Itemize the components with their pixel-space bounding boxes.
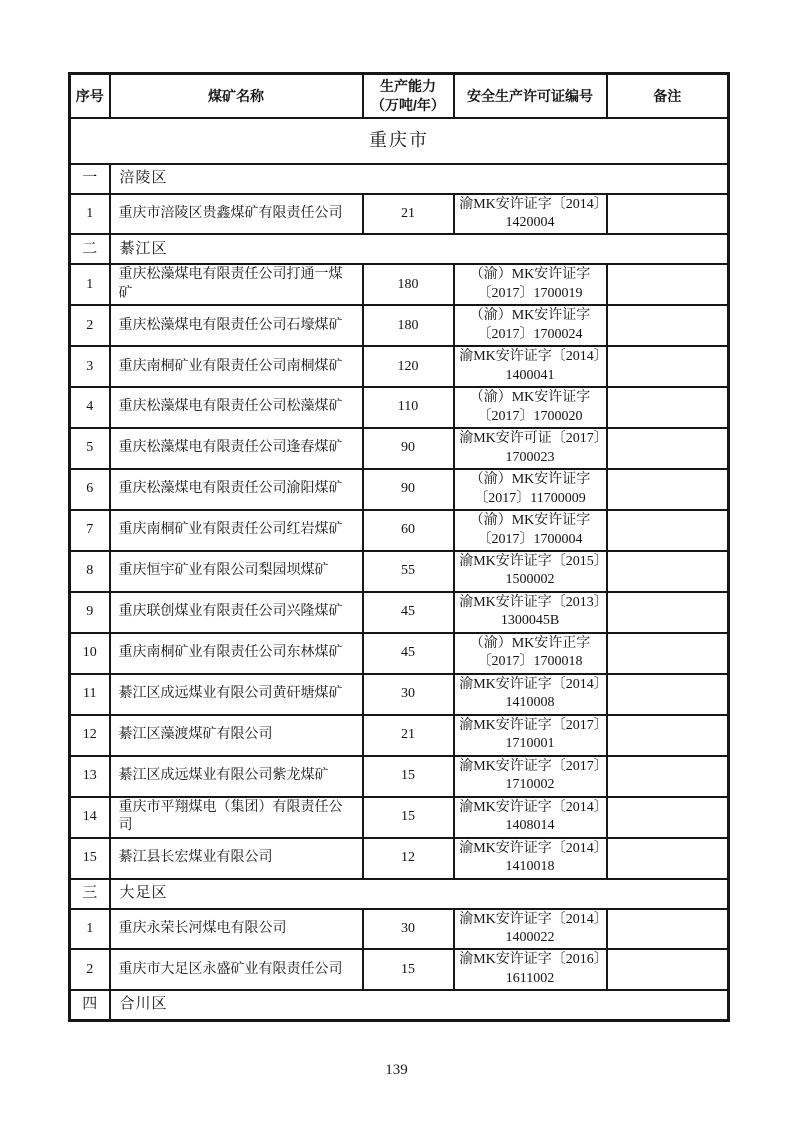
section-seq-cell: 二 bbox=[70, 234, 110, 264]
mine-name-cell: 重庆永荣长河煤电有限公司 bbox=[110, 909, 363, 950]
mine-name-cell: 重庆松藻煤电有限责任公司松藻煤矿 bbox=[110, 387, 363, 428]
license-cell: 渝MK安许证字〔2017〕1710001 bbox=[454, 715, 607, 756]
license-cell: 渝MK安许证字〔2014〕1400041 bbox=[454, 346, 607, 387]
remark-cell bbox=[607, 674, 729, 715]
coal-mine-table bbox=[68, 72, 730, 1022]
seq-cell: 3 bbox=[70, 346, 110, 387]
data-row bbox=[70, 387, 729, 428]
seq-cell: 14 bbox=[70, 797, 110, 838]
seq-cell: 1 bbox=[70, 909, 110, 950]
remark-cell bbox=[607, 592, 729, 633]
city-row bbox=[70, 118, 729, 164]
license-cell: 渝MK安许证字〔2014〕1408014 bbox=[454, 797, 607, 838]
data-row bbox=[70, 551, 729, 592]
mine-name-cell: 綦江区成远煤业有限公司黄矸塘煤矿 bbox=[110, 674, 363, 715]
remark-cell bbox=[607, 715, 729, 756]
data-row bbox=[70, 756, 729, 797]
capacity-cell: 120 bbox=[363, 346, 454, 387]
capacity-cell: 15 bbox=[363, 756, 454, 797]
license-cell: 渝MK安许证字〔2015〕1500002 bbox=[454, 551, 607, 592]
capacity-cell: 60 bbox=[363, 510, 454, 551]
mine-name-cell: 重庆南桐矿业有限责任公司南桐煤矿 bbox=[110, 346, 363, 387]
seq-cell: 13 bbox=[70, 756, 110, 797]
section-name-cell: 綦江区 bbox=[110, 234, 729, 264]
mine-name-cell: 重庆联创煤业有限责任公司兴隆煤矿 bbox=[110, 592, 363, 633]
remark-cell bbox=[607, 510, 729, 551]
remark-cell bbox=[607, 428, 729, 469]
capacity-cell: 21 bbox=[363, 194, 454, 235]
seq-cell: 4 bbox=[70, 387, 110, 428]
section-seq-cell: 四 bbox=[70, 990, 110, 1020]
capacity-cell: 45 bbox=[363, 592, 454, 633]
license-cell: 渝MK安许证字〔2017〕1710002 bbox=[454, 756, 607, 797]
section-row bbox=[70, 990, 729, 1020]
seq-cell: 10 bbox=[70, 633, 110, 674]
mine-name-cell: 重庆松藻煤电有限责任公司渝阳煤矿 bbox=[110, 469, 363, 510]
table-header bbox=[70, 74, 729, 118]
remark-cell bbox=[607, 305, 729, 346]
section-name-cell: 大足区 bbox=[110, 879, 729, 909]
capacity-cell: 90 bbox=[363, 469, 454, 510]
seq-cell: 5 bbox=[70, 428, 110, 469]
mine-name-cell: 綦江区藻渡煤矿有限公司 bbox=[110, 715, 363, 756]
remark-cell bbox=[607, 909, 729, 950]
mine-name-cell: 重庆市涪陵区贵鑫煤矿有限责任公司 bbox=[110, 194, 363, 235]
remark-cell bbox=[607, 264, 729, 305]
section-seq-cell: 三 bbox=[70, 879, 110, 909]
license-cell: （渝）MK安许证字〔2017〕1700020 bbox=[454, 387, 607, 428]
capacity-cell: 110 bbox=[363, 387, 454, 428]
license-cell: 渝MK安许可证〔2017〕1700023 bbox=[454, 428, 607, 469]
seq-cell: 2 bbox=[70, 305, 110, 346]
section-name-cell: 涪陵区 bbox=[110, 164, 729, 194]
header-license: 安全生产许可证编号 bbox=[454, 74, 607, 118]
capacity-cell: 90 bbox=[363, 428, 454, 469]
mine-name-cell: 重庆恒宇矿业有限公司梨园坝煤矿 bbox=[110, 551, 363, 592]
license-cell: 渝MK安许证字〔2013〕1300045B bbox=[454, 592, 607, 633]
data-row bbox=[70, 346, 729, 387]
seq-cell: 11 bbox=[70, 674, 110, 715]
remark-cell bbox=[607, 551, 729, 592]
header-remark: 备注 bbox=[607, 74, 729, 118]
table-body bbox=[70, 118, 729, 1021]
capacity-cell: 55 bbox=[363, 551, 454, 592]
mine-name-cell: 重庆南桐矿业有限责任公司红岩煤矿 bbox=[110, 510, 363, 551]
remark-cell bbox=[607, 469, 729, 510]
license-cell: （渝）MK安许正字〔2017〕1700018 bbox=[454, 633, 607, 674]
mine-name-cell: 綦江县长宏煤业有限公司 bbox=[110, 838, 363, 879]
mine-name-cell: 綦江区成远煤业有限公司紫龙煤矿 bbox=[110, 756, 363, 797]
remark-cell bbox=[607, 838, 729, 879]
header-capacity-line2: （万吨/年） bbox=[371, 96, 445, 113]
mine-name-cell: 重庆松藻煤电有限责任公司打通一煤矿 bbox=[110, 264, 363, 305]
data-row bbox=[70, 797, 729, 838]
remark-cell bbox=[607, 797, 729, 838]
seq-cell: 7 bbox=[70, 510, 110, 551]
data-row bbox=[70, 264, 729, 305]
data-row bbox=[70, 469, 729, 510]
mine-name-cell: 重庆市大足区永盛矿业有限责任公司 bbox=[110, 949, 363, 990]
data-row bbox=[70, 674, 729, 715]
seq-cell: 9 bbox=[70, 592, 110, 633]
license-cell: 渝MK安许证字〔2014〕1420004 bbox=[454, 194, 607, 235]
data-row bbox=[70, 909, 729, 950]
page-number: 139 bbox=[385, 1062, 408, 1078]
remark-cell bbox=[607, 346, 729, 387]
license-cell: （渝）MK安许证字〔2017〕11700009 bbox=[454, 469, 607, 510]
capacity-cell: 21 bbox=[363, 715, 454, 756]
section-seq-cell: 一 bbox=[70, 164, 110, 194]
data-row bbox=[70, 838, 729, 879]
seq-cell: 2 bbox=[70, 949, 110, 990]
data-row bbox=[70, 592, 729, 633]
capacity-cell: 30 bbox=[363, 909, 454, 950]
license-cell: （渝）MK安许证字〔2017〕1700019 bbox=[454, 264, 607, 305]
data-row bbox=[70, 428, 729, 469]
data-row bbox=[70, 510, 729, 551]
seq-cell: 1 bbox=[70, 264, 110, 305]
header-row bbox=[70, 74, 729, 118]
license-cell: 渝MK安许证字〔2014〕1410018 bbox=[454, 838, 607, 879]
remark-cell bbox=[607, 756, 729, 797]
data-row bbox=[70, 305, 729, 346]
remark-cell bbox=[607, 633, 729, 674]
city-name-cell: 重庆市 bbox=[70, 118, 729, 164]
header-mine-name: 煤矿名称 bbox=[110, 74, 363, 118]
license-cell: （渝）MK安许证字〔2017〕1700004 bbox=[454, 510, 607, 551]
capacity-cell: 45 bbox=[363, 633, 454, 674]
data-row bbox=[70, 949, 729, 990]
header-capacity bbox=[363, 74, 454, 118]
section-name-cell: 合川区 bbox=[110, 990, 729, 1020]
mine-name-cell: 重庆市平翔煤电（集团）有限责任公司 bbox=[110, 797, 363, 838]
section-row bbox=[70, 879, 729, 909]
header-seq: 序号 bbox=[70, 74, 110, 118]
mine-name-cell: 重庆南桐矿业有限责任公司东林煤矿 bbox=[110, 633, 363, 674]
mine-name-cell: 重庆松藻煤电有限责任公司石壕煤矿 bbox=[110, 305, 363, 346]
license-cell: 渝MK安许证字〔2016〕1611002 bbox=[454, 949, 607, 990]
section-row bbox=[70, 164, 729, 194]
header-capacity-line1: 生产能力 bbox=[380, 78, 436, 95]
seq-cell: 15 bbox=[70, 838, 110, 879]
capacity-cell: 180 bbox=[363, 264, 454, 305]
seq-cell: 8 bbox=[70, 551, 110, 592]
capacity-cell: 15 bbox=[363, 949, 454, 990]
seq-cell: 6 bbox=[70, 469, 110, 510]
capacity-cell: 180 bbox=[363, 305, 454, 346]
data-row bbox=[70, 715, 729, 756]
capacity-cell: 15 bbox=[363, 797, 454, 838]
remark-cell bbox=[607, 194, 729, 235]
remark-cell bbox=[607, 949, 729, 990]
seq-cell: 12 bbox=[70, 715, 110, 756]
remark-cell bbox=[607, 387, 729, 428]
mine-name-cell: 重庆松藻煤电有限责任公司逢春煤矿 bbox=[110, 428, 363, 469]
capacity-cell: 30 bbox=[363, 674, 454, 715]
section-row bbox=[70, 234, 729, 264]
license-cell: 渝MK安许证字〔2014〕1400022 bbox=[454, 909, 607, 950]
license-cell: （渝）MK安许证字〔2017〕1700024 bbox=[454, 305, 607, 346]
seq-cell: 1 bbox=[70, 194, 110, 235]
data-row bbox=[70, 194, 729, 235]
license-cell: 渝MK安许证字〔2014〕1410008 bbox=[454, 674, 607, 715]
data-row bbox=[70, 633, 729, 674]
capacity-cell: 12 bbox=[363, 838, 454, 879]
document-page bbox=[68, 72, 727, 1022]
